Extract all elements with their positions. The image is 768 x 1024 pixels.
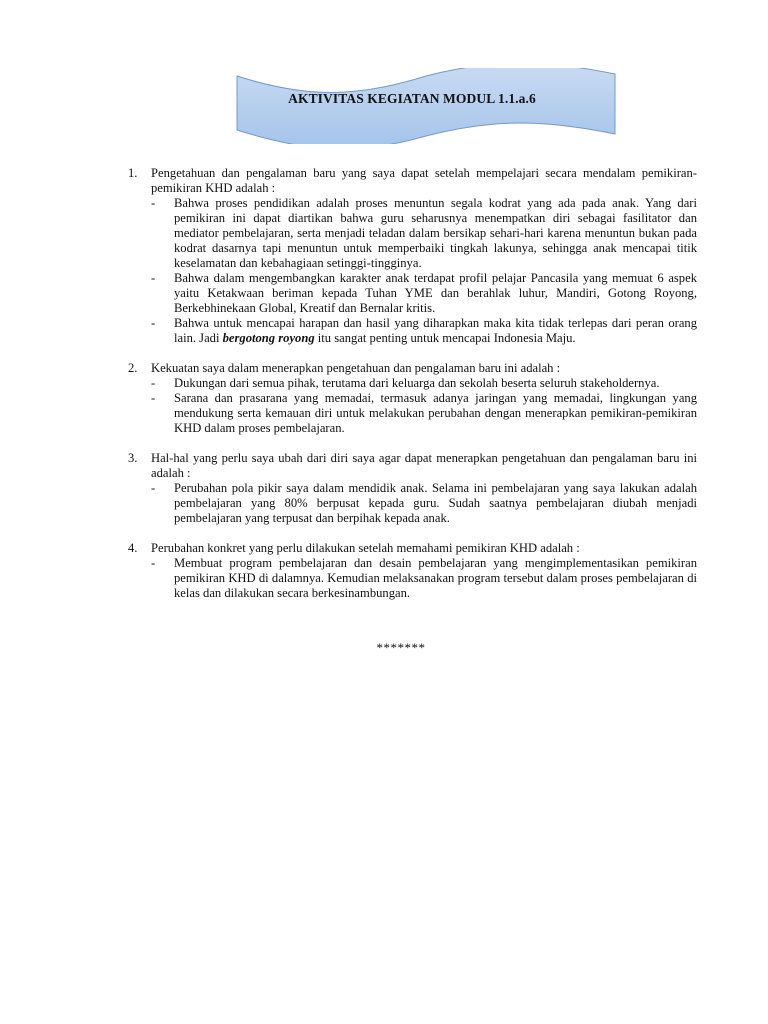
list-item — [128, 541, 697, 601]
sub-point-text: Dukungan dari semua pihak, terutama dari keluarga dan sekolah beserta seluruh stakeholdernya. — [174, 376, 660, 390]
sub-point-text: Bahwa dalam mengembangkan karakter anak terdapat profil pelajar Pancasila yang memuat 6 aspek yaitu Ketakwaan beriman kepada Tuhan YME dan berahlak luhur, Mandiri, Gotong Royong, Berkebhinekaan Global, Kreatif dan Bernalar kritis. — [174, 271, 697, 315]
page-title: AKTIVITAS KEGIATAN MODUL 1.1.a.6 — [288, 91, 536, 106]
dash-marker: - — [151, 376, 156, 390]
dash-marker: - — [151, 271, 156, 285]
dash-marker: - — [151, 481, 156, 495]
item-number: 2. — [128, 361, 138, 375]
dash-marker: - — [151, 556, 156, 570]
item-intro: Hal-hal yang perlu saya ubah dari diri saya agar dapat menerapkan pengetahuan dan pengalaman baru ini adalah : — [151, 451, 697, 480]
item-number: 1. — [128, 166, 138, 180]
sub-point — [151, 196, 697, 271]
item-intro: Kekuatan saya dalam menerapkan pengetahuan dan pengalaman baru ini adalah : — [151, 361, 561, 375]
document-body — [128, 166, 697, 616]
sub-point — [151, 271, 697, 316]
dash-marker: - — [151, 391, 156, 405]
list-item — [128, 451, 697, 526]
dash-marker: - — [151, 196, 156, 210]
dash-marker: - — [151, 316, 156, 330]
item-number: 3. — [128, 451, 138, 465]
sub-point-text — [174, 316, 697, 346]
sub-point — [151, 376, 697, 391]
item-intro: Perubahan konkret yang perlu dilakukan setelah memahami pemikiran KHD adalah : — [151, 541, 580, 555]
sub-point-text-part: itu sangat penting untuk mencapai Indonesia Maju. — [314, 331, 576, 345]
sub-point — [151, 391, 697, 436]
emphasis-text: bergotong royong — [222, 331, 315, 345]
sub-point — [151, 556, 697, 601]
list-item — [128, 361, 697, 436]
item-number: 4. — [128, 541, 138, 555]
sub-point — [151, 316, 697, 346]
item-intro: Pengetahuan dan pengalaman baru yang saya dapat setelah mempelajari secara mendalam pemikiran-pemikiran KHD adalah : — [151, 166, 697, 195]
sub-point-text: Sarana dan prasarana yang memadai, termasuk adanya jaringan yang memadai, lingkungan yang mendukung serta kemauan diri untuk melakukan perubahan dengan menerapkan pemikiran-pemikiran KHD dalam proses pembelajaran. — [174, 391, 697, 435]
sub-point-text: Membuat program pembelajaran dan desain pembelajaran yang mengimplementasikan pemikiran pemikiran KHD di dalamnya. Kemudian melaksanakan program tersebut dalam proses pembelajaran di kelas dan dilakukan secara berkesinambungan. — [174, 556, 697, 600]
list-item — [128, 166, 697, 346]
closing-stars: ******* — [376, 640, 426, 655]
sub-point-text: Bahwa proses pendidikan adalah proses menuntun segala kodrat yang ada pada anak. Yang dari pemikiran ini dapat diartikan bahwa guru seharusnya menempatkan diri sebagai fasilitator dan mediator pembelajaran, serta menjadi teladan dalam bersikap sehari-hari karena menuntun bukan pada kodrat dasarnya tapi menuntun untuk memperbaiki tingkah lakunya, sehingga anak mencapai titik keselamatan dan kebahagiaan setinggi-tingginya. — [174, 196, 697, 270]
sub-point-text-part: Bahwa untuk mencapai harapan dan hasil yang diharapkan maka kita tidak terlepas dari peran orang lain. Jadi — [174, 316, 697, 345]
sub-point-text: Perubahan pola pikir saya dalam mendidik anak. Selama ini pembelajaran yang saya lakukan adalah pembelajaran yang 80% berpusat kepada guru. Sudah saatnya pembelajaran diubah menjadi pembelajaran yang terpusat dan berpihak kepada anak. — [174, 481, 697, 525]
sub-point — [151, 481, 697, 526]
title-banner — [236, 68, 616, 144]
